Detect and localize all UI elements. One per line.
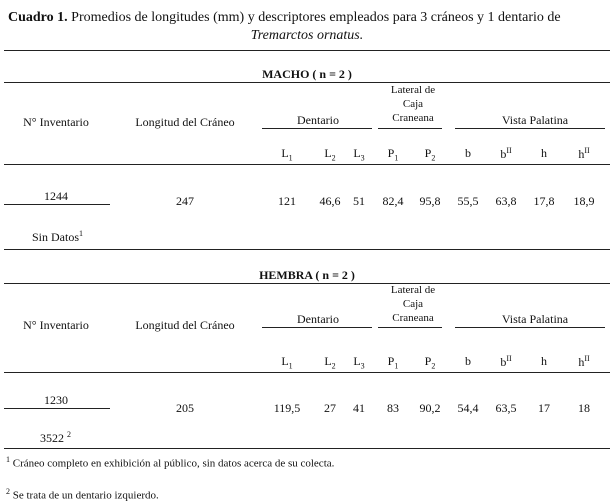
column-symbol: L xyxy=(324,354,332,368)
column-symbol: h xyxy=(541,146,547,160)
column-symbol: b xyxy=(465,354,471,368)
table-cell: 55,5 xyxy=(457,194,479,208)
table-cell: 82,4 xyxy=(382,194,404,208)
column-header xyxy=(448,354,488,369)
header-palatal: Vista Palatina xyxy=(501,312,569,326)
group-rule-lateral xyxy=(378,327,442,328)
extra-inventory xyxy=(32,229,83,245)
table-cell: 63,8 xyxy=(495,194,517,208)
column-symbol: P xyxy=(424,146,432,160)
footnote-ref: 1 xyxy=(79,229,84,238)
column-header xyxy=(486,146,526,162)
footnote-1 xyxy=(6,455,334,470)
column-header xyxy=(410,354,450,370)
header-inventory: N° Inventario xyxy=(23,115,89,129)
top-rule xyxy=(4,50,610,51)
footnote-mark: 2 xyxy=(6,487,10,496)
column-symbol: b xyxy=(465,146,471,160)
header-lateral-line3: Craneana xyxy=(392,112,434,124)
table-cell: 63,5 xyxy=(495,401,517,415)
table-cell: 17,8 xyxy=(533,194,555,208)
column-subscript: 1 xyxy=(394,153,399,163)
column-symbol: h xyxy=(541,354,547,368)
caption-label: Cuadro 1. xyxy=(8,10,68,25)
column-header xyxy=(524,354,564,369)
column-header xyxy=(373,354,413,370)
column-header xyxy=(267,146,307,162)
column-superscript: II xyxy=(506,354,512,363)
header-lateral-line3: Craneana xyxy=(392,312,434,324)
column-header xyxy=(564,146,604,162)
inventory-number: 1230 xyxy=(44,393,68,407)
footnote-ref: 2 xyxy=(67,430,71,439)
column-symbol: P xyxy=(387,146,395,160)
column-subscript: 2 xyxy=(331,153,336,163)
extra-inventory-label: Sin Datos xyxy=(32,230,80,244)
header-dentario: Dentario xyxy=(297,312,339,326)
column-header xyxy=(564,354,604,370)
table-cell: 27 xyxy=(324,401,336,415)
table-cell: 54,4 xyxy=(457,401,479,415)
header-lateral-line2: Caja xyxy=(402,298,424,310)
section-bottom-rule xyxy=(4,448,610,449)
table-cell: 18,9 xyxy=(573,194,595,208)
extra-inventory xyxy=(40,430,71,446)
footnote-text: Se trata de un dentario izquierdo. xyxy=(12,489,159,502)
column-superscript: II xyxy=(584,354,590,363)
group-rule-palatal xyxy=(455,327,605,328)
table-cell: 46,6 xyxy=(319,194,341,208)
table-cell: 121 xyxy=(278,194,296,208)
group-rule-dentario xyxy=(262,327,372,328)
header-inventory: N° Inventario xyxy=(23,318,89,332)
column-symbol: b xyxy=(500,355,507,369)
column-symbol: L xyxy=(324,146,332,160)
section-rule xyxy=(4,82,610,83)
column-subscript: 3 xyxy=(360,361,365,371)
column-subscript: 2 xyxy=(331,361,336,371)
column-symbol: P xyxy=(387,354,395,368)
section-rule xyxy=(4,283,610,284)
inventory-rule xyxy=(4,408,110,409)
column-subscript: 1 xyxy=(288,361,293,371)
header-lateral-line1: Lateral de xyxy=(390,84,436,96)
column-symbol: L xyxy=(353,354,361,368)
column-symbol: L xyxy=(281,146,289,160)
header-lateral-line2: Caja xyxy=(402,98,424,110)
inventory-rule xyxy=(4,204,110,205)
table-caption xyxy=(8,10,561,26)
column-symbol: L xyxy=(281,354,289,368)
column-symbol: h xyxy=(578,147,585,161)
skull-length-value: 205 xyxy=(176,401,194,415)
table-cell: 17 xyxy=(538,401,550,415)
inventory-number: 1244 xyxy=(44,189,68,203)
caption-species: Tremarctos ornatus. xyxy=(250,28,364,43)
skull-length-value: 247 xyxy=(176,194,194,208)
header-rule xyxy=(4,372,610,373)
column-subscript: 2 xyxy=(431,361,436,371)
column-subscript: 3 xyxy=(360,153,365,163)
extra-inventory-label: 3522 xyxy=(40,431,64,445)
table-cell: 95,8 xyxy=(419,194,441,208)
table-cell: 90,2 xyxy=(419,401,441,415)
column-header xyxy=(486,354,526,370)
column-header xyxy=(448,146,488,161)
column-symbol: L xyxy=(353,146,361,160)
column-subscript: 1 xyxy=(394,361,399,371)
column-header xyxy=(373,146,413,162)
group-rule-palatal xyxy=(455,128,605,129)
section-title-hembra: HEMBRA ( n = 2 ) xyxy=(259,268,355,282)
column-header xyxy=(410,146,450,162)
header-skull-length: Longitud del Cráneo xyxy=(135,318,235,332)
group-rule-dentario xyxy=(262,128,372,129)
section-bottom-rule xyxy=(4,249,610,250)
column-subscript: 2 xyxy=(431,153,436,163)
column-symbol: P xyxy=(424,354,432,368)
column-superscript: II xyxy=(584,146,590,155)
column-header xyxy=(524,146,564,161)
header-rule xyxy=(4,164,610,165)
table-cell: 18 xyxy=(578,401,590,415)
column-symbol: b xyxy=(500,147,507,161)
section-title-macho: MACHO ( n = 2 ) xyxy=(262,67,352,81)
header-lateral-line1: Lateral de xyxy=(390,284,436,296)
column-subscript: 1 xyxy=(288,153,293,163)
footnote-mark: 1 xyxy=(6,455,10,464)
column-symbol: h xyxy=(578,355,585,369)
caption-text: Promedios de longitudes (mm) y descriptores empleados para 3 cráneos y 1 dentario de xyxy=(67,10,561,25)
footnote-text: Cráneo completo en exhibición al público, sin datos acerca de su colecta. xyxy=(12,457,335,470)
column-superscript: II xyxy=(506,146,512,155)
footnote-2 xyxy=(6,487,159,502)
header-skull-length: Longitud del Cráneo xyxy=(135,115,235,129)
table-cell: 119,5 xyxy=(273,401,301,415)
column-header xyxy=(267,354,307,370)
header-dentario: Dentario xyxy=(297,113,339,127)
group-rule-lateral xyxy=(378,128,442,129)
header-palatal: Vista Palatina xyxy=(501,113,569,127)
table-cell: 41 xyxy=(353,401,365,415)
table-cell: 51 xyxy=(353,194,365,208)
table-cell: 83 xyxy=(387,401,399,415)
